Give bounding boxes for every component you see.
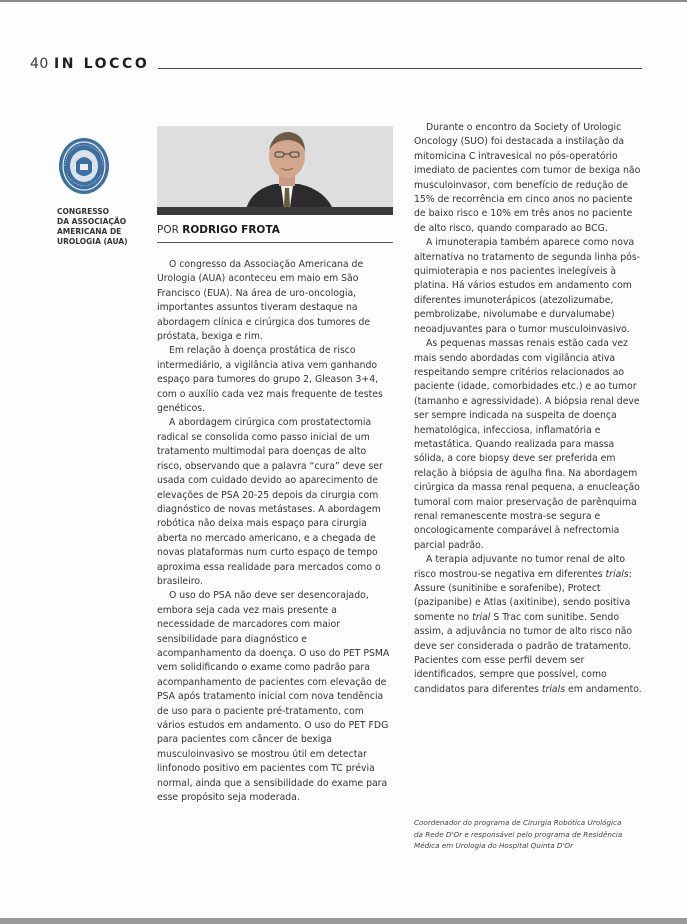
page-number: 40 bbox=[30, 56, 49, 72]
article-column-1 bbox=[157, 258, 391, 805]
byline-prefix: POR bbox=[157, 224, 179, 236]
italic-term: trials bbox=[605, 568, 629, 580]
bottom-border bbox=[0, 918, 687, 924]
header-rule bbox=[158, 68, 642, 69]
text-run: em andamento. bbox=[565, 683, 642, 695]
author-photo bbox=[157, 126, 393, 214]
footnote-line: Médica em Urologia do Hospital Quinta D'Or bbox=[414, 841, 574, 850]
italic-term: trials bbox=[541, 683, 566, 695]
caption-line: UROLOGIA (AUA) bbox=[57, 237, 128, 246]
author-name: RODRIGO FROTA bbox=[182, 224, 280, 236]
article-column-2 bbox=[414, 121, 642, 697]
paragraph: Durante o encontro da Society of Urologic Oncology (SUO) foi destacada a instilação da mitomicina C intravesical no pós-operatório imediato de pacientes com tumor de bexiga não musculoinvasor, com benefício de redução de 15% de recorrência em cinco anos no paciente de baixo risco e 10% em três anos no paciente de alto risco, quando comparado ao BCG. bbox=[414, 122, 641, 234]
byline-rule bbox=[157, 242, 393, 243]
paragraph bbox=[414, 553, 642, 697]
paragraph: A abordagem cirúrgica com prostatectomia radical se consolida como passo inicial de um tratamento multimodal para doenças de alto risco, observando que a palavra “cura” deve ser usada com cuidado devido ao aparecimento de elevações de PSA 20-25 depois da cirurgia com diagnóstico de novas metástases. A abordagem robótica não deixa mais espaço para cirurgia aberta no mercado americano, e a chegada de novas plataformas num curto espaço de tempo aproxima essa realidade para mercados como o brasileiro. bbox=[157, 417, 383, 587]
caption-line: CONGRESSO bbox=[57, 207, 110, 216]
caption-line: AMERICANA DE bbox=[57, 227, 122, 236]
author-footnote bbox=[414, 817, 648, 852]
caption-line: DA ASSOCIAÇÃO bbox=[57, 217, 127, 226]
page-header bbox=[30, 56, 642, 76]
organization-caption bbox=[57, 207, 137, 247]
text-run: : Assure (sunitinibe e sorafenibe), Protect (pazipanibe) e Atlas (axitinibe), sendo positiva somente no bbox=[414, 568, 632, 623]
byline bbox=[157, 224, 280, 236]
text-run: A terapia adjuvante no tumor renal de alto risco mostrou-se negativa em diferentes bbox=[414, 554, 626, 580]
footnote-line: da Rede D'Or e responsável pelo programa de Residência bbox=[414, 829, 623, 839]
paragraph: O uso do PSA não deve ser desencorajado, embora seja cada vez mais presente a necessidade de marcadores com maior sensibilidade para diagnóstico e acompanhamento da doença. O uso do PET PSMA vem solidificando o exame como padrão para acompanhamento de pacientes com elevação de PSA após tratamento inicial com nova tendência de uso para o paciente pré-tratamento, com vários estudos em andamento. O uso do PET FDG para pacientes com câncer de bexiga musculoinvasivo se mostrou útil em detectar linfonodo positivo em pacientes com TC prévia normal, ainda que a sensibilidade do exame para esse propósito seja moderada. bbox=[157, 590, 390, 804]
text-run: S Trac com sunitibe. Sendo assim, a adjuvância no tumor de alto risco não deve ser considerada o padrão de tratamento. Pacientes com esse perfil devem ser identificados, sempre que possível, como candidatos para diferentes bbox=[414, 611, 633, 695]
paragraph: O congresso da Associação Americana de Urologia (AUA) aconteceu em maio em São Francisco (EUA). Na área de uro-oncologia, importantes assuntos tiveram destaque na abordagem clínica e cirúrgica dos tumores de próstata, bexiga e rim. bbox=[157, 259, 371, 343]
aua-seal-logo bbox=[57, 136, 111, 196]
top-border bbox=[0, 0, 687, 2]
paragraph: Em relação à doença prostática de risco intermediário, a vigilância ativa vem ganhando espaço para tumores do grupo 2, Gleason 3+4, com o auxílio cada vez mais frequente de testes genéticos. bbox=[157, 345, 383, 415]
paragraph: As pequenas massas renais estão cada vez mais sendo abordadas com vigilância ativa respeitando sempre critérios relacionados ao paciente (idade, comorbidades etc.) e ao tumor (tamanho e agressividade). A biópsia renal deve ser sempre indicada na suspeita de doença hematológica, infecciosa, inflamatória e metastática. Quando realizada para massa sólida, a core biopsy deve ser preferida em relação à biópsia de agulha fina. Na abordagem cirúrgica da massa renal pequena, a enucleação tumoral com maior preservação de parênquima renal remanescente mostra-se segura e oncologicamente comparável à nefrectomia parcial padrão. bbox=[414, 338, 640, 551]
italic-term: trial bbox=[472, 611, 491, 623]
section-title: IN LOCCO bbox=[54, 56, 150, 72]
paragraph: A imunoterapia também aparece como nova alternativa no tratamento de segunda linha pós-quimioterapia e nos pacientes inelegíveis à platina. Há vários estudos em andamento com diferentes imunoterápicos (atezolizumabe, pembrolizabe, nivolumabe e durvalumabe) neoadjuvantes para o tumor musculoinvasivo. bbox=[414, 237, 641, 335]
photo-bar bbox=[157, 207, 393, 215]
footnote-line: Coordenador do programa de Cirurgia Robótica Urológica bbox=[414, 818, 622, 827]
